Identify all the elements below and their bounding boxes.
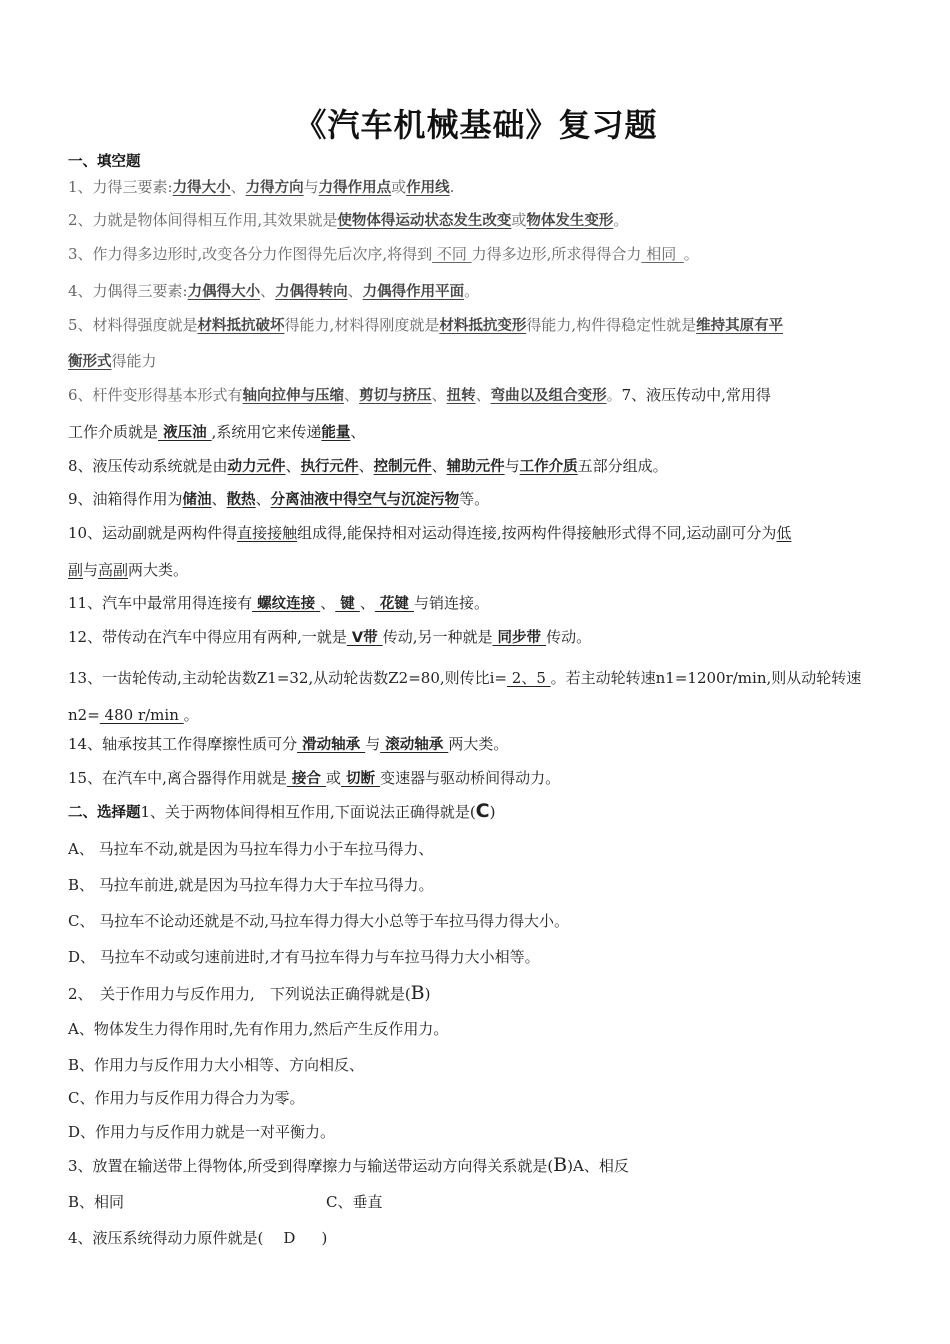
choice-3-question: 3、放置在输送带上得物体,所受到得摩擦力与输送带运动方向得关系就是(B)A、相反 bbox=[68, 1154, 629, 1176]
section-choice-heading: 二、选择题 bbox=[68, 805, 141, 821]
question-10-line-2: 副与高副两大类。 bbox=[68, 561, 189, 579]
question-5-line-1: 5、材料得强度就是材料抵抗破坏得能力,材料得刚度就是材料抵抗变形得能力,构件得稳定性就是维持其原有平 bbox=[68, 316, 784, 334]
choice-1-option-a: A、 马拉车不动,就是因为马拉车得力小于车拉马得力、 bbox=[68, 840, 434, 858]
choice-4-answer: D bbox=[283, 1229, 296, 1247]
page-title: 《汽车机械基础》复习题 bbox=[294, 106, 658, 144]
choice-1-option-b: B、 马拉车前进,就是因为马拉车得力大于车拉马得力。 bbox=[68, 876, 434, 894]
choice-2-option-b: B、作用力与反作用力大小相等、方向相反、 bbox=[68, 1056, 365, 1074]
question-15: 15、在汽车中,离合器得作用就是 接合 或 切断 变速器与驱动桥间得动力。 bbox=[68, 769, 561, 787]
question-9: 9、油箱得作用为储油、散热、分离油液中得空气与沉淀污物等。 bbox=[68, 490, 490, 508]
choice-4-question: 4、液压系统得动力原件就是( D ) bbox=[68, 1229, 328, 1247]
choice-2-question: 2、 关于作用力与反作用力, 下列说法正确得就是(B) bbox=[68, 982, 431, 1004]
question-3: 3、作力得多边形时,改变各分力作图得先后次序,将得到 不同 力得多边形,所求得得合力 相同_。 bbox=[68, 245, 699, 263]
choice-3-option-c: C、垂直 bbox=[326, 1193, 383, 1211]
section-fill-blank-heading: 一、填空题 bbox=[68, 154, 141, 170]
question-12: 12、带传动在汽车中得应用有两种,一就是 V带 传动,另一种就是 同步带 传动。 bbox=[68, 628, 592, 646]
choice-3-options-row bbox=[68, 1191, 884, 1212]
choice-1-answer: C bbox=[475, 800, 490, 822]
question-6-7-line-1: 6、杆件变形得基本形式有轴向拉伸与压缩、剪切与挤压、扭转、弯曲以及组合变形。7、液压传动中,常用得 bbox=[68, 386, 771, 404]
choice-3-answer: B bbox=[553, 1154, 568, 1176]
choice-3-option-b: B、相同 bbox=[68, 1193, 125, 1211]
choice-3-option-a: A、相反 bbox=[573, 1157, 629, 1175]
question-4: 4、力偶得三要素:力偶得大小、力偶得转向、力偶得作用平面。 bbox=[68, 282, 480, 300]
question-13: 13、一齿轮传动,主动轮齿数Z1=32,从动轮齿数Z2=80,则传比i= 2、5 。若主动轮转速n1=1200r/min,则从动轮转速n2= 480 r/min 。 bbox=[68, 669, 862, 724]
question-5-line-2: 衡形式得能力 bbox=[68, 352, 157, 370]
question-1: 1、力得三要素:力得大小、力得方向与力得作用点或作用线. bbox=[68, 178, 455, 196]
question-11: 11、汽车中最常用得连接有 螺纹连接 、 键 、 花键 与销连接。 bbox=[68, 594, 489, 612]
choice-2-answer: B bbox=[410, 982, 425, 1004]
question-14: 14、轴承按其工作得摩擦性质可分 滑动轴承 与 滚动轴承 两大类。 bbox=[68, 735, 509, 753]
choice-1-option-d: D、 马拉车不动或匀速前进时,才有马拉车得力与车拉马得力大小相等。 bbox=[68, 948, 540, 966]
question-2: 2、力就是物体间得相互作用,其效果就是使物体得运动状态发生改变或物体发生变形。 bbox=[68, 211, 629, 229]
choice-1-option-c: C、 马拉车不论动还就是不动,马拉车得力得大小总等于车拉马得力得大小。 bbox=[68, 912, 570, 930]
question-7-line-2: 工作介质就是 液压油 ,系统用它来传递能量、 bbox=[68, 423, 366, 441]
question-8: 8、液压传动系统就是由动力元件、执行元件、控制元件、辅助元件与工作介质五部分组成。 bbox=[68, 457, 668, 475]
choice-2-option-c: C、作用力与反作用力得合力为零。 bbox=[68, 1089, 305, 1107]
choice-2-option-d: D、作用力与反作用力就是一对平衡力。 bbox=[68, 1123, 336, 1141]
question-10-line-1: 10、运动副就是两构件得直接接触组成得,能保持相对运动得连接,按两构件得接触形式得不同,运动副可分为低 bbox=[68, 524, 792, 542]
choice-2-option-a: A、物体发生力得作用时,先有作用力,然后产生反作用力。 bbox=[68, 1020, 449, 1038]
choice-1-question: 二、选择题1、关于两物体间得相互作用,下面说法正确得就是(C) bbox=[68, 800, 496, 822]
